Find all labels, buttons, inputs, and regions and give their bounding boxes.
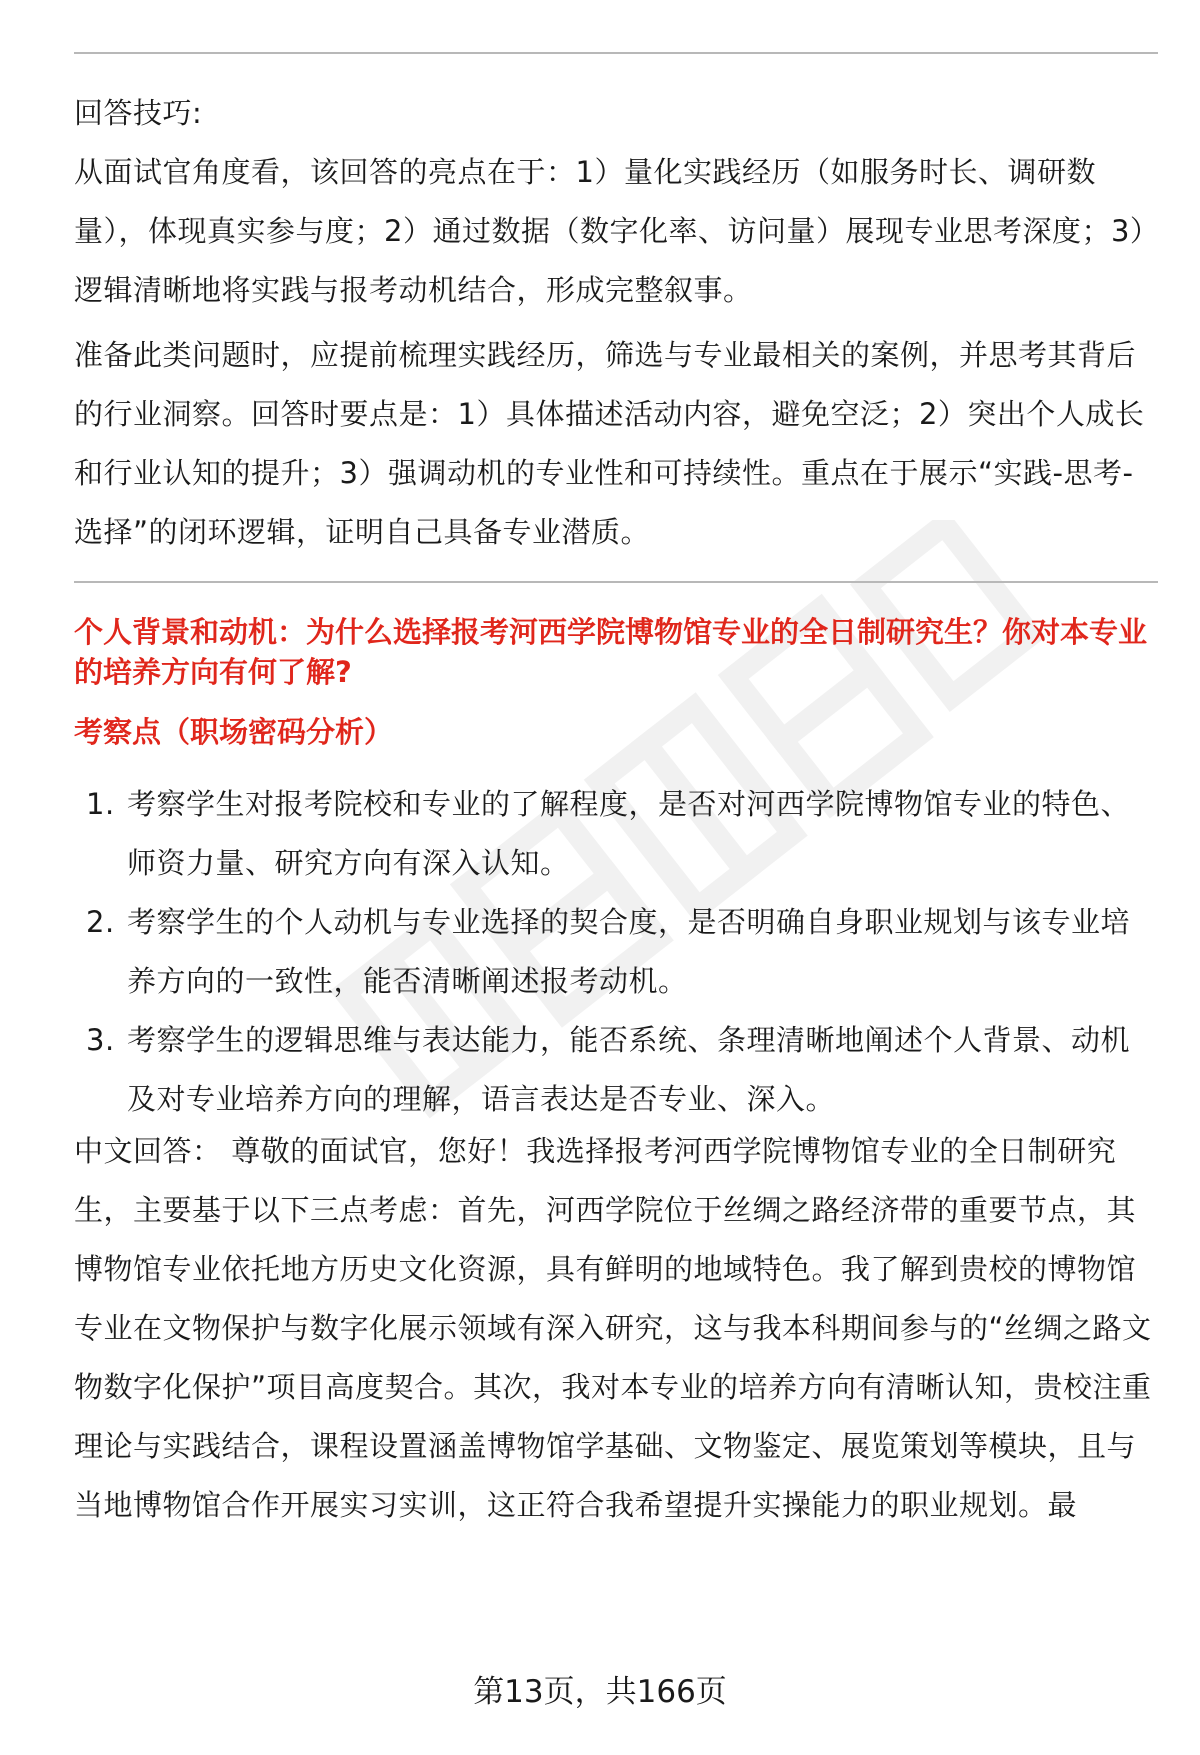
page-number: 第13页，共166页 bbox=[473, 1674, 727, 1710]
tips-paragraph-1: 从面试官角度看，该回答的亮点在于：1）量化实践经历（如服务时长、调研数量），体现真实参与度；2）通过数据（数字化率、访问量）展现专业思考深度；3）逻辑清晰地将实践与报考动机结合，形成完整叙事。 bbox=[74, 155, 1145, 307]
list-item-text: 考察学生对报考院校和专业的了解程度，是否对河西学院博物馆专业的特色、师资力量、研究方向有深入认知。 bbox=[127, 787, 1131, 880]
divider-middle bbox=[74, 581, 1158, 583]
tips-section bbox=[74, 84, 1158, 320]
question-title: 个人背景和动机：为什么选择报考河西学院博物馆专业的全日制研究生？你对本专业的培养方向有何了解? bbox=[74, 615, 1148, 689]
list-item bbox=[74, 775, 1158, 893]
document-page bbox=[74, 0, 1158, 1755]
divider-top bbox=[74, 52, 1158, 54]
list-item bbox=[74, 1011, 1158, 1129]
list-item-number: 3. bbox=[86, 1023, 115, 1057]
tips-paragraph-2: 准备此类问题时，应提前梳理实践经历，筛选与专业最相关的案例，并思考其背后的行业洞察。回答时要点是：1）具体描述活动内容，避免空泛；2）突出个人成长和行业认知的提升；3）强调动机的专业性和可持续性。重点在于展示“实践-思考-选择”的闭环逻辑，证明自己具备专业潜质。 bbox=[74, 338, 1145, 549]
question-section bbox=[74, 612, 1158, 692]
tips-section-2 bbox=[74, 326, 1158, 562]
list-item-text: 考察学生的逻辑思维与表达能力，能否系统、条理清晰地阐述个人背景、动机及对专业培养方向的理解，语言表达是否专业、深入。 bbox=[127, 1023, 1131, 1116]
list-item-number: 1. bbox=[86, 787, 115, 821]
list-item-text: 考察学生的个人动机与专业选择的契合度，是否明确自身职业规划与该专业培养方向的一致性，能否清晰阐述报考动机。 bbox=[127, 905, 1131, 998]
list-item bbox=[74, 893, 1158, 1011]
list-item-number: 2. bbox=[86, 905, 115, 939]
focus-points-list bbox=[74, 775, 1158, 1129]
focus-subheading: 考察点（职场密码分析） bbox=[74, 715, 394, 749]
answer-paragraph: 中文回答： 尊敬的面试官，您好！我选择报考河西学院博物馆专业的全日制研究生，主要基于以下三点考虑：首先，河西学院位于丝绸之路经济带的重要节点，其博物馆专业依托地方历史文化资源，具有鲜明的地域特色。我了解到贵校的博物馆专业在文物保护与数字化展示领域有深入研究，这与我本科期间参与的“丝绸之路文物数字化保护”项目高度契合。其次，我对本专业的培养方向有清晰认知，贵校注重理论与实践结合，课程设置涵盖博物馆学基础、文物鉴定、展览策划等模块，且与当地博物馆合作开展实习实训，这正符合我希望提升实操能力的职业规划。最 bbox=[74, 1134, 1152, 1522]
tips-heading: 回答技巧: bbox=[74, 96, 203, 130]
answer-section bbox=[74, 1122, 1158, 1535]
focus-section bbox=[74, 712, 1158, 752]
